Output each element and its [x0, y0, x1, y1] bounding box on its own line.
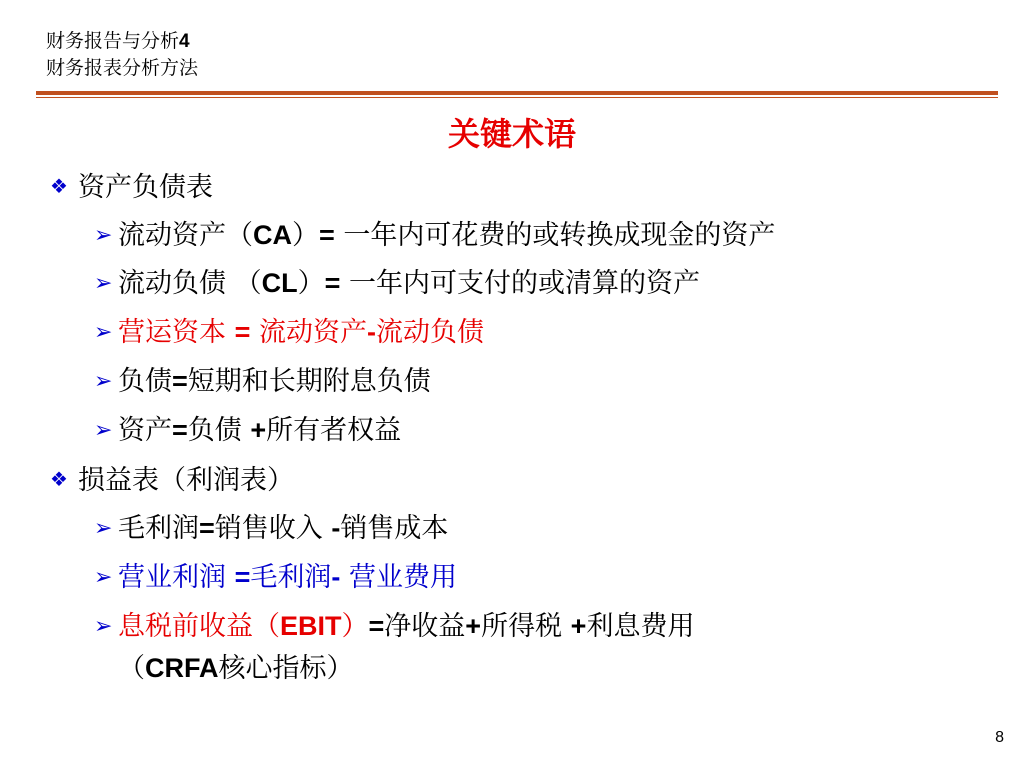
text-segment: -: [366, 317, 376, 347]
text-segment: 一年内可支付的或清算的资产: [340, 268, 700, 299]
arrow-bullet-icon: ➢: [94, 320, 113, 345]
header-divider-thin: [36, 97, 998, 98]
text-segment: =: [368, 611, 385, 641]
header-course-title: 财务报告与分析: [46, 30, 180, 52]
text-segment: 毛利润: [250, 562, 332, 593]
header-line-2: 财务报表分析方法: [46, 57, 199, 79]
arrow-bullet-icon: ➢: [94, 369, 113, 394]
text-segment: =: [234, 317, 251, 347]
arrow-bullet-icon: ➢: [94, 614, 113, 639]
text-segment: 净收益: [384, 611, 466, 642]
text-segment: 核心指标）: [218, 653, 354, 684]
slide-title: 关键术语: [447, 115, 576, 153]
text-segment: ）: [341, 611, 369, 642]
text-segment: =: [172, 366, 188, 396]
text-segment: =: [172, 415, 188, 445]
text-segment: 销售成本: [340, 513, 449, 544]
list-item-ebit: [94, 610, 694, 643]
text-segment: 流动负债: [375, 317, 484, 348]
text-segment: 营业利润: [118, 562, 235, 593]
list-item-current-liabilities: [94, 267, 700, 300]
item-text: 资产负债表: [78, 172, 213, 203]
text-segment: 流动资产（: [118, 220, 253, 251]
text-segment: CRFA: [145, 653, 219, 683]
text-segment: =: [324, 268, 341, 298]
text-segment: +: [250, 415, 267, 445]
text-segment: 流动资产: [250, 317, 367, 348]
text-segment: ）: [297, 268, 325, 299]
text-segment: 息税前收益（: [118, 611, 280, 642]
text-segment: =: [199, 513, 215, 543]
text-segment: =: [234, 562, 251, 592]
list-item-current-assets: [94, 219, 775, 252]
text-segment: 资产: [118, 415, 172, 446]
arrow-bullet-icon: ➢: [94, 223, 113, 248]
list-item-assets: [94, 414, 401, 447]
text-segment: +: [465, 611, 482, 641]
page-number: 8: [995, 729, 1004, 746]
list-item-gross-profit: [94, 512, 448, 545]
list-item-balance-sheet: [50, 170, 213, 204]
text-segment: =: [319, 220, 335, 250]
text-segment: （: [118, 653, 145, 684]
list-item-liabilities: [94, 365, 431, 398]
text-segment: 所有者权益: [266, 415, 402, 446]
arrow-bullet-icon: ➢: [94, 516, 113, 541]
header-divider-thick: [36, 91, 998, 95]
slide-header: [46, 28, 198, 82]
list-item-income-statement: [50, 463, 294, 497]
text-segment: +: [570, 611, 587, 641]
text-segment: -: [331, 562, 341, 592]
list-item-operating-profit: [94, 561, 457, 594]
arrow-bullet-icon: ➢: [94, 565, 113, 590]
text-segment: 所得税: [481, 611, 571, 642]
text-segment: 利息费用: [586, 611, 695, 642]
text-segment: 一年内可花费的或转换成现金的资产: [334, 220, 776, 251]
text-segment: 销售收入: [214, 513, 332, 544]
list-item-ebit-continuation: [118, 652, 354, 685]
arrow-bullet-icon: ➢: [94, 418, 113, 443]
text-segment: CA: [253, 220, 292, 250]
item-text: 损益表（利润表）: [78, 465, 294, 496]
text-segment: 短期和长期附息负债: [187, 366, 431, 397]
text-segment: 负债: [118, 366, 172, 397]
arrow-bullet-icon: ➢: [94, 271, 113, 296]
text-segment: 流动负债 （: [118, 268, 262, 299]
text-segment: 毛利润: [118, 513, 199, 544]
text-segment: EBIT: [280, 611, 342, 641]
diamond-bullet-icon: ❖: [50, 174, 68, 198]
text-segment: CL: [261, 268, 298, 298]
text-segment: 营运资本: [118, 317, 235, 348]
diamond-bullet-icon: ❖: [50, 467, 68, 491]
header-chapter-number: 4: [179, 31, 190, 52]
text-segment: ）: [292, 220, 319, 251]
list-item-working-capital: [94, 316, 484, 349]
text-segment: -: [331, 513, 341, 543]
text-segment: 负债: [187, 415, 251, 446]
text-segment: 营业费用: [340, 562, 457, 593]
header-line-1: [46, 28, 198, 55]
